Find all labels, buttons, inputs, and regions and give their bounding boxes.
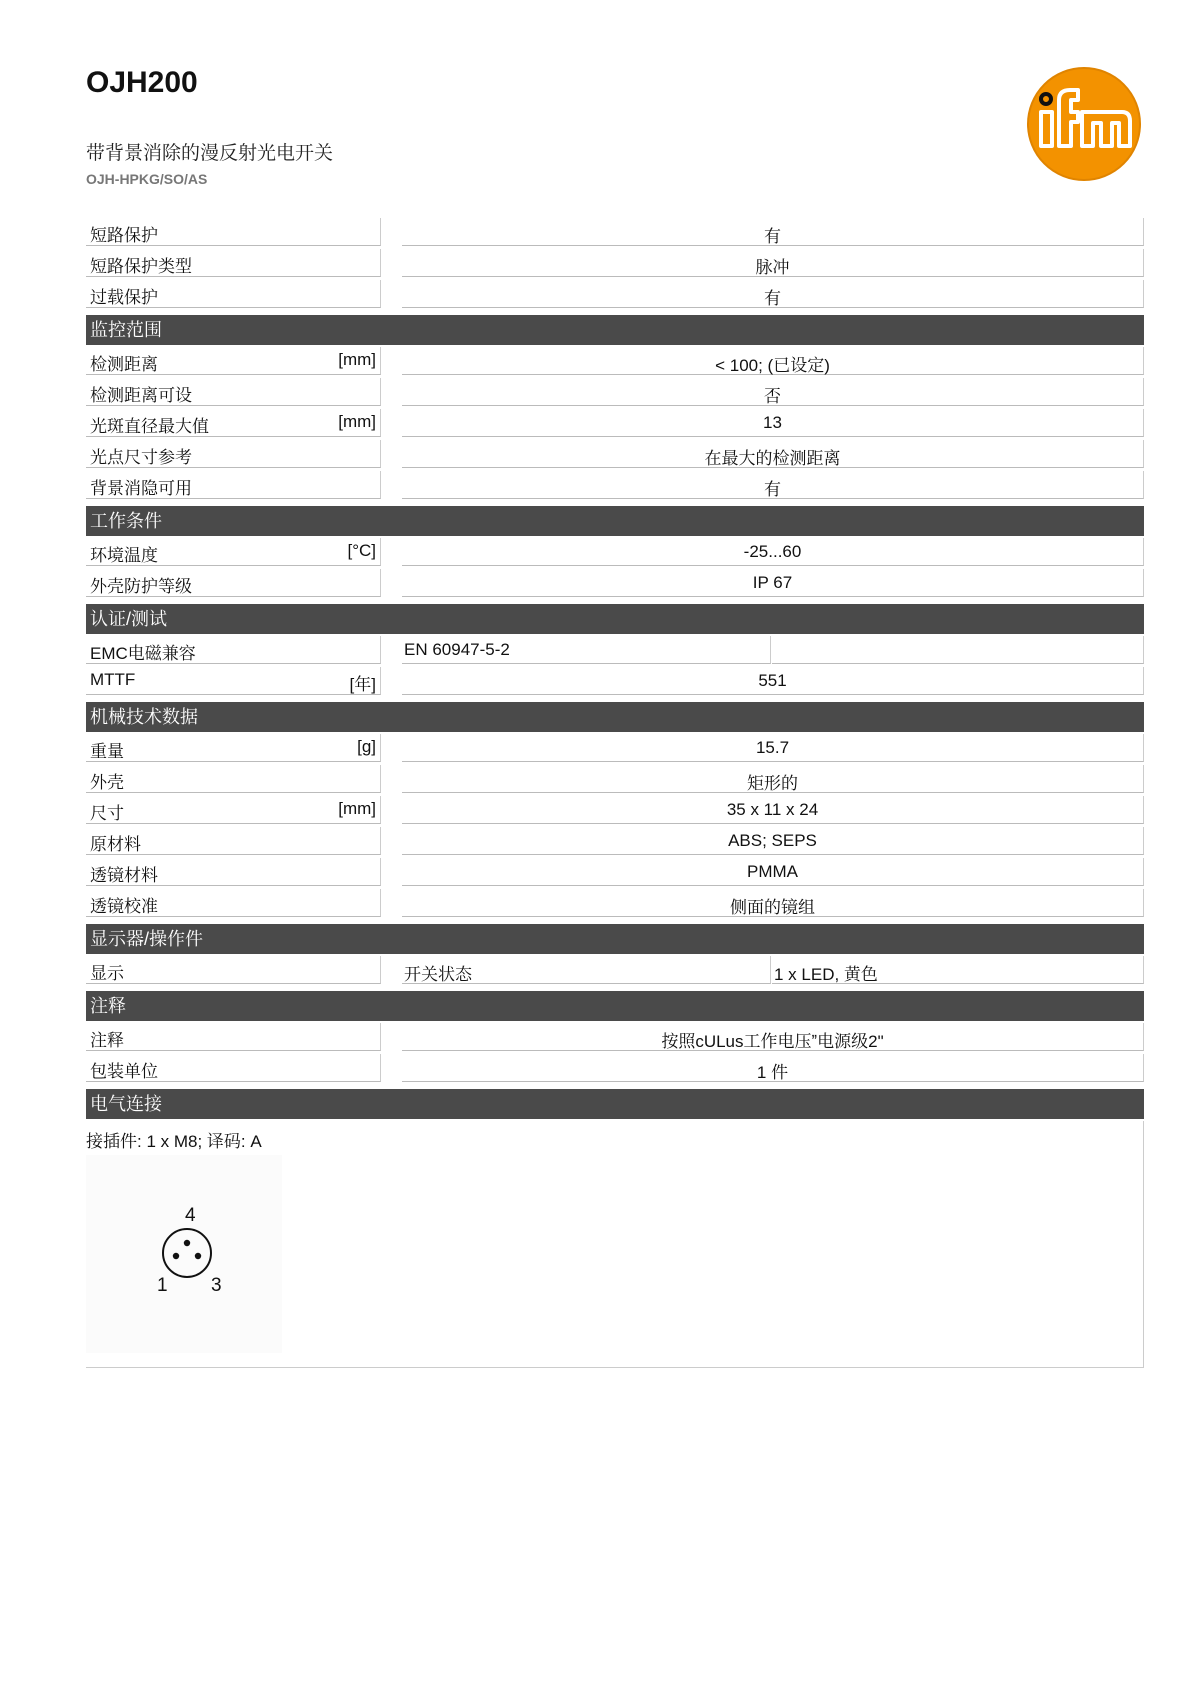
- spec-unit: [年]: [349, 675, 376, 694]
- spec-label-cell: [86, 218, 381, 246]
- spec-value: EN 60947-5-2: [404, 640, 510, 659]
- spec-row: [86, 218, 1144, 249]
- spec-row: [86, 249, 1144, 280]
- spec-label: 环境温度: [90, 546, 158, 565]
- spec-value-cell: [402, 440, 1144, 468]
- pin-number-label: 3: [211, 1275, 222, 1296]
- spec-label: MTTF: [90, 670, 136, 689]
- spec-label: 短路保护: [90, 226, 158, 245]
- spec-value-cell: [402, 347, 1144, 375]
- spec-row: [86, 280, 1144, 311]
- spec-row: [86, 440, 1144, 471]
- spec-value-cell: [402, 471, 1144, 499]
- spec-value-cell: [402, 636, 771, 664]
- spec-label-cell: [86, 409, 381, 437]
- spec-value: -25...60: [743, 542, 802, 561]
- spec-label-cell: [86, 471, 381, 499]
- spec-value: 35 x 11 x 24: [726, 800, 819, 819]
- spec-value-cell: [402, 889, 1144, 917]
- spec-label: 重量: [90, 742, 124, 761]
- spec-value: < 100; (已设定): [715, 356, 830, 375]
- spec-label-cell: [86, 889, 381, 917]
- spec-label: 包装单位: [90, 1062, 158, 1081]
- spec-label-cell: [86, 280, 381, 308]
- spec-label: 外壳: [90, 773, 124, 792]
- pin-number-label: 1: [157, 1275, 168, 1296]
- spec-label: 光斑直径最大值: [90, 417, 209, 436]
- spec-value: 否: [764, 387, 781, 406]
- spec-label: 短路保护类型: [90, 257, 192, 276]
- spec-value: 15.7: [755, 738, 790, 757]
- spec-label-cell: [86, 1023, 381, 1051]
- spec-row: [86, 765, 1144, 796]
- spec-row: [86, 347, 1144, 378]
- connector-outline: [163, 1229, 211, 1277]
- section-heading: 工作条件: [86, 506, 1144, 536]
- spec-value: 脉冲: [755, 258, 790, 277]
- spec-label-cell: [86, 538, 381, 566]
- spec-unit: [mm]: [338, 412, 376, 431]
- spec-label-cell: [86, 378, 381, 406]
- spec-unit: [mm]: [338, 799, 376, 818]
- spec-value-cell: [402, 667, 1144, 695]
- spec-sheet: [86, 218, 1144, 1368]
- spec-label-cell: [86, 796, 381, 824]
- spec-label: 过载保护: [90, 288, 158, 307]
- spec-unit: [g]: [357, 737, 376, 756]
- spec-label: 检测距离: [90, 355, 158, 374]
- section-heading: 电气连接: [86, 1089, 1144, 1119]
- spec-value-cell: [402, 569, 1144, 597]
- spec-row: [86, 569, 1144, 600]
- spec-label-cell: [86, 440, 381, 468]
- spec-label: 光点尺寸参考: [90, 448, 192, 467]
- spec-value-cell: [402, 765, 1144, 793]
- spec-value: 1 件: [756, 1063, 789, 1082]
- m8-connector-pinout-icon: [86, 1155, 282, 1353]
- spec-row: [86, 409, 1144, 440]
- connection-block: [86, 1121, 1144, 1368]
- spec-row: [86, 858, 1144, 889]
- spec-label-cell: [86, 827, 381, 855]
- connector-pin: [173, 1253, 179, 1259]
- spec-value-cell: [402, 280, 1144, 308]
- product-subtitle: 带背景消除的漫反射光电开关: [86, 143, 334, 164]
- spec-value: PMMA: [747, 862, 798, 881]
- spec-label-cell: [86, 249, 381, 277]
- spec-value-cell: [402, 734, 1144, 762]
- spec-label-cell: [86, 1054, 381, 1082]
- spec-value-cell: [402, 858, 1144, 886]
- ifm-logo-icon: [1026, 66, 1142, 182]
- spec-label-cell: [86, 734, 381, 762]
- spec-label-cell: [86, 569, 381, 597]
- spec-row: [86, 827, 1144, 858]
- spec-label-cell: [86, 956, 381, 984]
- spec-label: 原材料: [90, 835, 141, 854]
- spec-row: [86, 636, 1144, 667]
- spec-value-cell: [402, 1023, 1144, 1051]
- spec-value-cell: [402, 796, 1144, 824]
- spec-label-cell: [86, 347, 381, 375]
- section-heading: 注释: [86, 991, 1144, 1021]
- spec-label: 外壳防护等级: [90, 577, 192, 596]
- product-code: OJH-HPKG/SO/AS: [86, 171, 208, 187]
- spec-value: 13: [763, 413, 782, 432]
- spec-value-cell: [402, 827, 1144, 855]
- spec-value: 有: [764, 227, 781, 246]
- section-heading: 显示器/操作件: [86, 924, 1144, 954]
- connector-pin: [184, 1240, 190, 1246]
- spec-value-cell: [402, 218, 1144, 246]
- spec-value: 开关状态: [404, 965, 472, 984]
- spec-value-cell: [402, 249, 1144, 277]
- spec-value-cell: [402, 956, 771, 984]
- spec-row: [86, 889, 1144, 920]
- spec-label: 背景消隐可用: [90, 479, 192, 498]
- spec-row: [86, 471, 1144, 502]
- spec-row: [86, 378, 1144, 409]
- spec-row: [86, 796, 1144, 827]
- spec-value-cell: [402, 378, 1144, 406]
- spec-label: 透镜校准: [90, 897, 158, 916]
- spec-row: [86, 538, 1144, 569]
- pin-number-label: 4: [185, 1205, 196, 1226]
- spec-value: 有: [764, 480, 781, 499]
- spec-label: 显示: [90, 964, 124, 983]
- connector-diagram: [86, 1155, 282, 1353]
- spec-label-cell: [86, 636, 381, 664]
- spec-value: 551: [758, 671, 787, 690]
- spec-label-cell: [86, 765, 381, 793]
- spec-value-cell: [772, 636, 1144, 664]
- spec-value: 矩形的: [747, 774, 798, 793]
- spec-row: [86, 667, 1144, 698]
- spec-value-cell: [402, 409, 1144, 437]
- spec-label: 透镜材料: [90, 866, 158, 885]
- section-heading: 认证/测试: [86, 604, 1144, 634]
- spec-label: 检测距离可设: [90, 386, 192, 405]
- spec-value: 1 x LED, 黄色: [774, 965, 878, 984]
- spec-value: 有: [764, 289, 781, 308]
- spec-value: IP 67: [752, 573, 793, 592]
- spec-value: 在最大的检测距离: [704, 449, 841, 468]
- spec-unit: [mm]: [338, 350, 376, 369]
- section-heading: 监控范围: [86, 315, 1144, 345]
- spec-label-cell: [86, 858, 381, 886]
- spec-row: [86, 734, 1144, 765]
- spec-label: 尺寸: [90, 804, 124, 823]
- product-title: OJH200: [86, 66, 198, 99]
- spec-value: 按照cULus工作电压ˮ电源级2": [661, 1032, 884, 1051]
- spec-value-cell: [402, 538, 1144, 566]
- spec-value-cell: [402, 1054, 1144, 1082]
- spec-value-cell: [772, 956, 1144, 984]
- spec-row: [86, 1023, 1144, 1054]
- connection-text: 接插件: 1 x M8; 译码: A: [86, 1132, 262, 1151]
- spec-row: [86, 956, 1144, 987]
- connector-pin: [195, 1253, 201, 1259]
- spec-label-cell: [86, 667, 381, 695]
- spec-label: 注释: [90, 1031, 124, 1050]
- spec-value: 侧面的镜组: [730, 898, 815, 917]
- spec-label: EMC电磁兼容: [90, 644, 196, 663]
- spec-row: [86, 1054, 1144, 1085]
- section-heading: 机械技术数据: [86, 702, 1144, 732]
- spec-unit: [°C]: [347, 541, 376, 560]
- spec-value: ABS; SEPS: [728, 831, 817, 850]
